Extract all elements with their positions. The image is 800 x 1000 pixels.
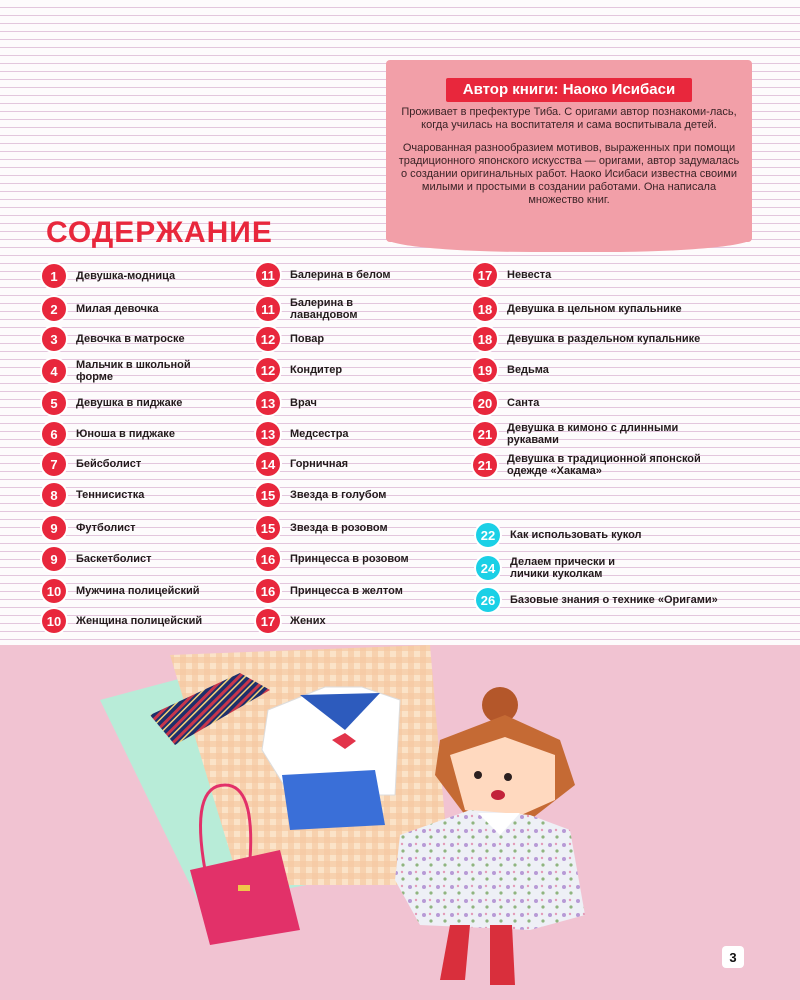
toc-item[interactable] (42, 608, 236, 634)
page-badge: 22 (476, 523, 500, 547)
page-badge: 12 (256, 358, 280, 382)
page-badge: 17 (473, 263, 497, 287)
toc-item[interactable] (473, 421, 717, 447)
toc-extra-item[interactable] (476, 555, 650, 581)
page-badge: 19 (473, 358, 497, 382)
page-badge: 15 (256, 516, 280, 540)
toc-item[interactable] (42, 263, 236, 289)
author-bio (396, 106, 742, 217)
toc-item-label: Невеста (507, 269, 552, 281)
toc-item[interactable] (42, 390, 236, 416)
origami-photo (0, 645, 800, 1000)
toc-extra-item[interactable] (476, 522, 730, 548)
author-card (386, 60, 752, 242)
page-badge: 3 (42, 327, 66, 351)
toc-item-label: Девушка в цельном купальнике (507, 303, 682, 315)
toc-item[interactable] (42, 451, 236, 477)
toc-item-label: Женщина полицейский (76, 615, 203, 627)
page-badge: 6 (42, 422, 66, 446)
toc-item-label: Ведьма (507, 364, 549, 376)
page-badge: 8 (42, 483, 66, 507)
toc-item-label: Горничная (290, 458, 349, 470)
page-badge: 24 (476, 556, 500, 580)
toc-item[interactable] (256, 578, 450, 604)
toc-item-label: Как использовать кукол (510, 529, 642, 541)
toc-item-label: Принцесса в желтом (290, 585, 403, 597)
toc-item-label: Звезда в розовом (290, 522, 388, 534)
toc-item[interactable] (42, 421, 236, 447)
toc-item-label: Принцесса в розовом (290, 553, 409, 565)
toc-item[interactable] (473, 262, 727, 288)
page-badge: 10 (42, 609, 66, 633)
toc-item-label: Санта (507, 397, 540, 409)
toc-item-label: Кондитер (290, 364, 343, 376)
toc-item-label: Балерина в белом (290, 269, 391, 281)
page-number: 3 (722, 946, 744, 968)
page-badge: 9 (42, 547, 66, 571)
page-badge: 17 (256, 609, 280, 633)
page-badge: 5 (42, 391, 66, 415)
toc-title: СОДЕРЖАНИЕ (46, 216, 273, 249)
page-badge: 13 (256, 422, 280, 446)
toc-item[interactable] (256, 451, 450, 477)
toc-item-label: Девушка-модница (76, 270, 176, 282)
toc-item-label: Базовые знания о технике «Оригами» (510, 594, 718, 606)
author-bio-paragraph-2: Очарованная разнообразием мотивов, выраженных при помощи традиционного японского искусства — оригами, автор задумалась о создании оригинальных работ. Наоко Исибаси известна своими милыми и простыми в создании работами. Она написала множество книг. (398, 142, 740, 206)
page-badge: 11 (256, 263, 280, 287)
toc-item[interactable] (256, 326, 450, 352)
toc-extra-item[interactable] (476, 587, 740, 613)
toc-item-label: Звезда в голубом (290, 489, 387, 501)
toc-item-label: Девушка в пиджаке (76, 397, 183, 409)
page-badge: 14 (256, 452, 280, 476)
toc-item[interactable] (256, 421, 450, 447)
toc-item-label: Мужчина полицейский (76, 585, 200, 597)
toc-item[interactable] (473, 357, 727, 383)
toc-item[interactable] (42, 515, 236, 541)
toc-item-label: Футболист (76, 522, 136, 534)
page-badge: 4 (42, 359, 66, 383)
toc-item[interactable] (42, 358, 196, 384)
toc-item-label: Девушка в кимоно с длинными рукавами (507, 422, 679, 446)
page-badge: 9 (42, 516, 66, 540)
author-title: Автор книги: Наоко Исибаси (446, 78, 692, 102)
toc-item[interactable] (42, 296, 236, 322)
toc-item[interactable] (256, 515, 450, 541)
toc-item[interactable] (256, 357, 450, 383)
toc-item[interactable] (473, 296, 727, 322)
toc-item-label: Юноша в пиджаке (76, 428, 175, 440)
author-bio-paragraph-1: Проживает в префектуре Тиба. С оригами автор познакоми-лась, когда училась на воспитателя и сама воспитывала детей. (401, 106, 737, 131)
page-badge: 21 (473, 453, 497, 477)
toc-item-label: Баскетболист (76, 553, 152, 565)
toc-item-label: Делаем прически и личики куколкам (510, 556, 616, 580)
page-badge: 1 (42, 264, 66, 288)
toc-item[interactable] (42, 326, 236, 352)
page-badge: 15 (256, 483, 280, 507)
page-badge: 12 (256, 327, 280, 351)
page-badge: 26 (476, 588, 500, 612)
page-badge: 16 (256, 547, 280, 571)
toc-item-label: Девушка в традиционной японской одежде «Хакама» (507, 453, 701, 477)
page-badge: 2 (42, 297, 66, 321)
toc-item[interactable] (42, 578, 236, 604)
page-badge: 16 (256, 579, 280, 603)
page-badge: 11 (256, 297, 280, 321)
toc-item[interactable] (256, 390, 450, 416)
toc-item[interactable] (256, 608, 450, 634)
page-badge: 18 (473, 297, 497, 321)
page-badge: 18 (473, 327, 497, 351)
toc-item[interactable] (256, 482, 450, 508)
toc-item-label: Медсестра (290, 428, 349, 440)
toc-item[interactable] (256, 262, 450, 288)
toc-item[interactable] (473, 326, 727, 352)
toc-item[interactable] (473, 452, 717, 478)
page-badge: 10 (42, 579, 66, 603)
toc-item[interactable] (473, 390, 727, 416)
toc-item-label: Жених (290, 615, 326, 627)
toc-item-label: Мальчик в школьной форме (76, 359, 191, 383)
toc-item-label: Милая девочка (76, 303, 159, 315)
toc-item[interactable] (42, 482, 236, 508)
toc-item[interactable] (256, 546, 450, 572)
page-badge: 21 (473, 422, 497, 446)
toc-item-label: Девочка в матроске (76, 333, 185, 345)
toc-item-label: Теннисистка (76, 489, 145, 501)
toc-item-label: Врач (290, 397, 317, 409)
toc-item-label: Балерина в лавандовом (290, 297, 358, 321)
page-badge: 7 (42, 452, 66, 476)
toc-item[interactable] (256, 296, 380, 322)
toc-item[interactable] (42, 546, 236, 572)
toc-item-label: Повар (290, 333, 325, 345)
toc-item-label: Бейсболист (76, 458, 142, 470)
origami-illustration (0, 645, 800, 1000)
page-badge: 13 (256, 391, 280, 415)
page-badge: 20 (473, 391, 497, 415)
toc-item-label: Девушка в раздельном купальнике (507, 333, 701, 345)
